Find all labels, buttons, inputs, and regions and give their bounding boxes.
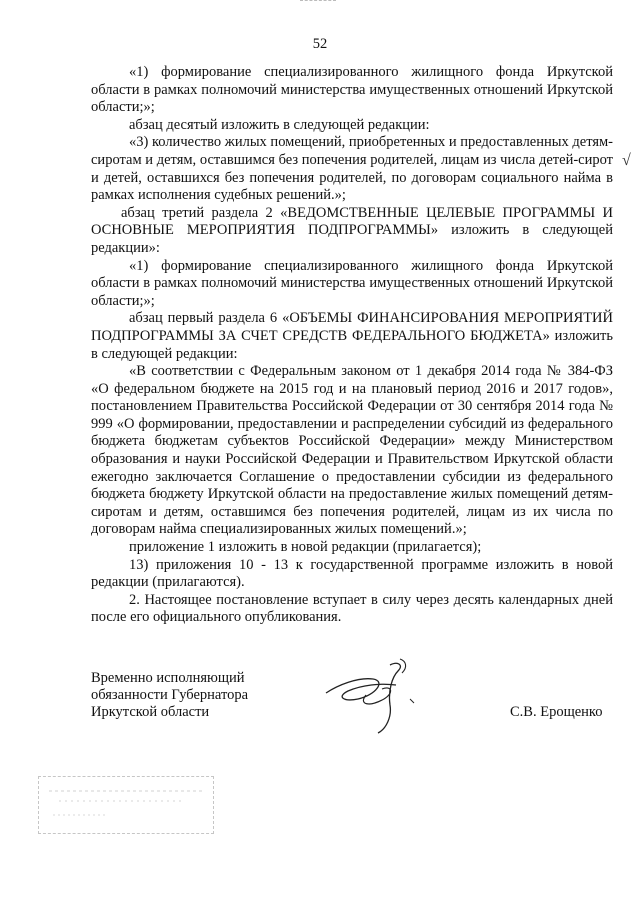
signatory-title-line: Временно исполняющий [91, 670, 245, 686]
top-scan-mark [300, 0, 336, 4]
margin-check-mark: √ [622, 152, 631, 169]
signatory-title [91, 670, 248, 721]
paragraph: приложение 1 изложить в новой редакции (прилагается); [129, 539, 482, 556]
paragraph: 13) приложения 10 - 13 к государственной программе изложить в новой редакции (прилагаются). [91, 556, 613, 591]
paragraph: абзац третий раздела 2 «ВЕДОМСТВЕННЫЕ ЦЕЛЕВЫЕ ПРОГРАММЫ И ОСНОВНЫЕ МЕРОПРИЯТИЯ ПОДПРОГРАММЫ» изложить в следующей редакции»: [91, 204, 613, 256]
paragraph: абзац первый раздела 6 «ОБЪЕМЫ ФИНАНСИРОВАНИЯ МЕРОПРИЯТИЙ ПОДПРОГРАММЫ ЗА СЧЕТ СРЕДСТВ ФЕДЕРАЛЬНОГО БЮДЖЕТА» изложить в следующей редакции: [91, 310, 613, 362]
signatory-title-line: Иркутской области [91, 704, 210, 720]
page-number: 52 [312, 36, 328, 52]
faded-stamp [38, 776, 214, 834]
faded-stamp-marks [45, 781, 209, 829]
signatory-title-line: обязанности Губернатора [91, 687, 249, 703]
paragraph: «3) количество жилых помещений, приобретенных и предоставленных детям-сиротам и детям, оставшимся без попечения родителей, лицам из числа детей-сирот и детей, оставшихся без попечения родителей, по договорам социального найма в рамках исполнения судебных решений.»; [91, 134, 614, 204]
handwritten-signature [318, 655, 428, 735]
paragraph: «В соответствии с Федеральным законом от 1 декабря 2014 года № 384-ФЗ «О федеральном бюджете на 2015 год и на плановый период 2016 и 2017 годов», постановлением Правительства Российской Федерации от 30 сентября 2014 года № 999 «О формировании, предоставлении и распределении субсидий из федерального бюджета бюджетам субъектов Российской Федерации» между Министерством образования и науки Российской Федерации и Правительством Иркутской области ежегодно заключается Соглашение о предоставлении субсидии из федерального бюджета бюджету Иркутской области на предоставление жилых помещений детям-сиротам и детям, оставшимся без попечения родителей, лицам из их числа по договорам найма специализированных жилых помещений.»; [91, 363, 613, 538]
paragraph: 2. Настоящее постановление вступает в силу через десять календарных дней после его официального опубликования. [91, 591, 613, 626]
paragraph: абзац десятый изложить в следующей редакции: [129, 116, 430, 133]
signatory-name: С.В. Ерощенко [510, 704, 603, 720]
paragraph: «1) формирование специализированного жилищного фонда Иркутской области в рамках полномочий министерства имущественных отношений Иркутской области;»; [91, 257, 613, 309]
paragraph: «1) формирование специализированного жилищного фонда Иркутской области в рамках полномочий министерства имущественных отношений Иркутской области;»; [91, 64, 613, 116]
document-body [91, 64, 613, 627]
